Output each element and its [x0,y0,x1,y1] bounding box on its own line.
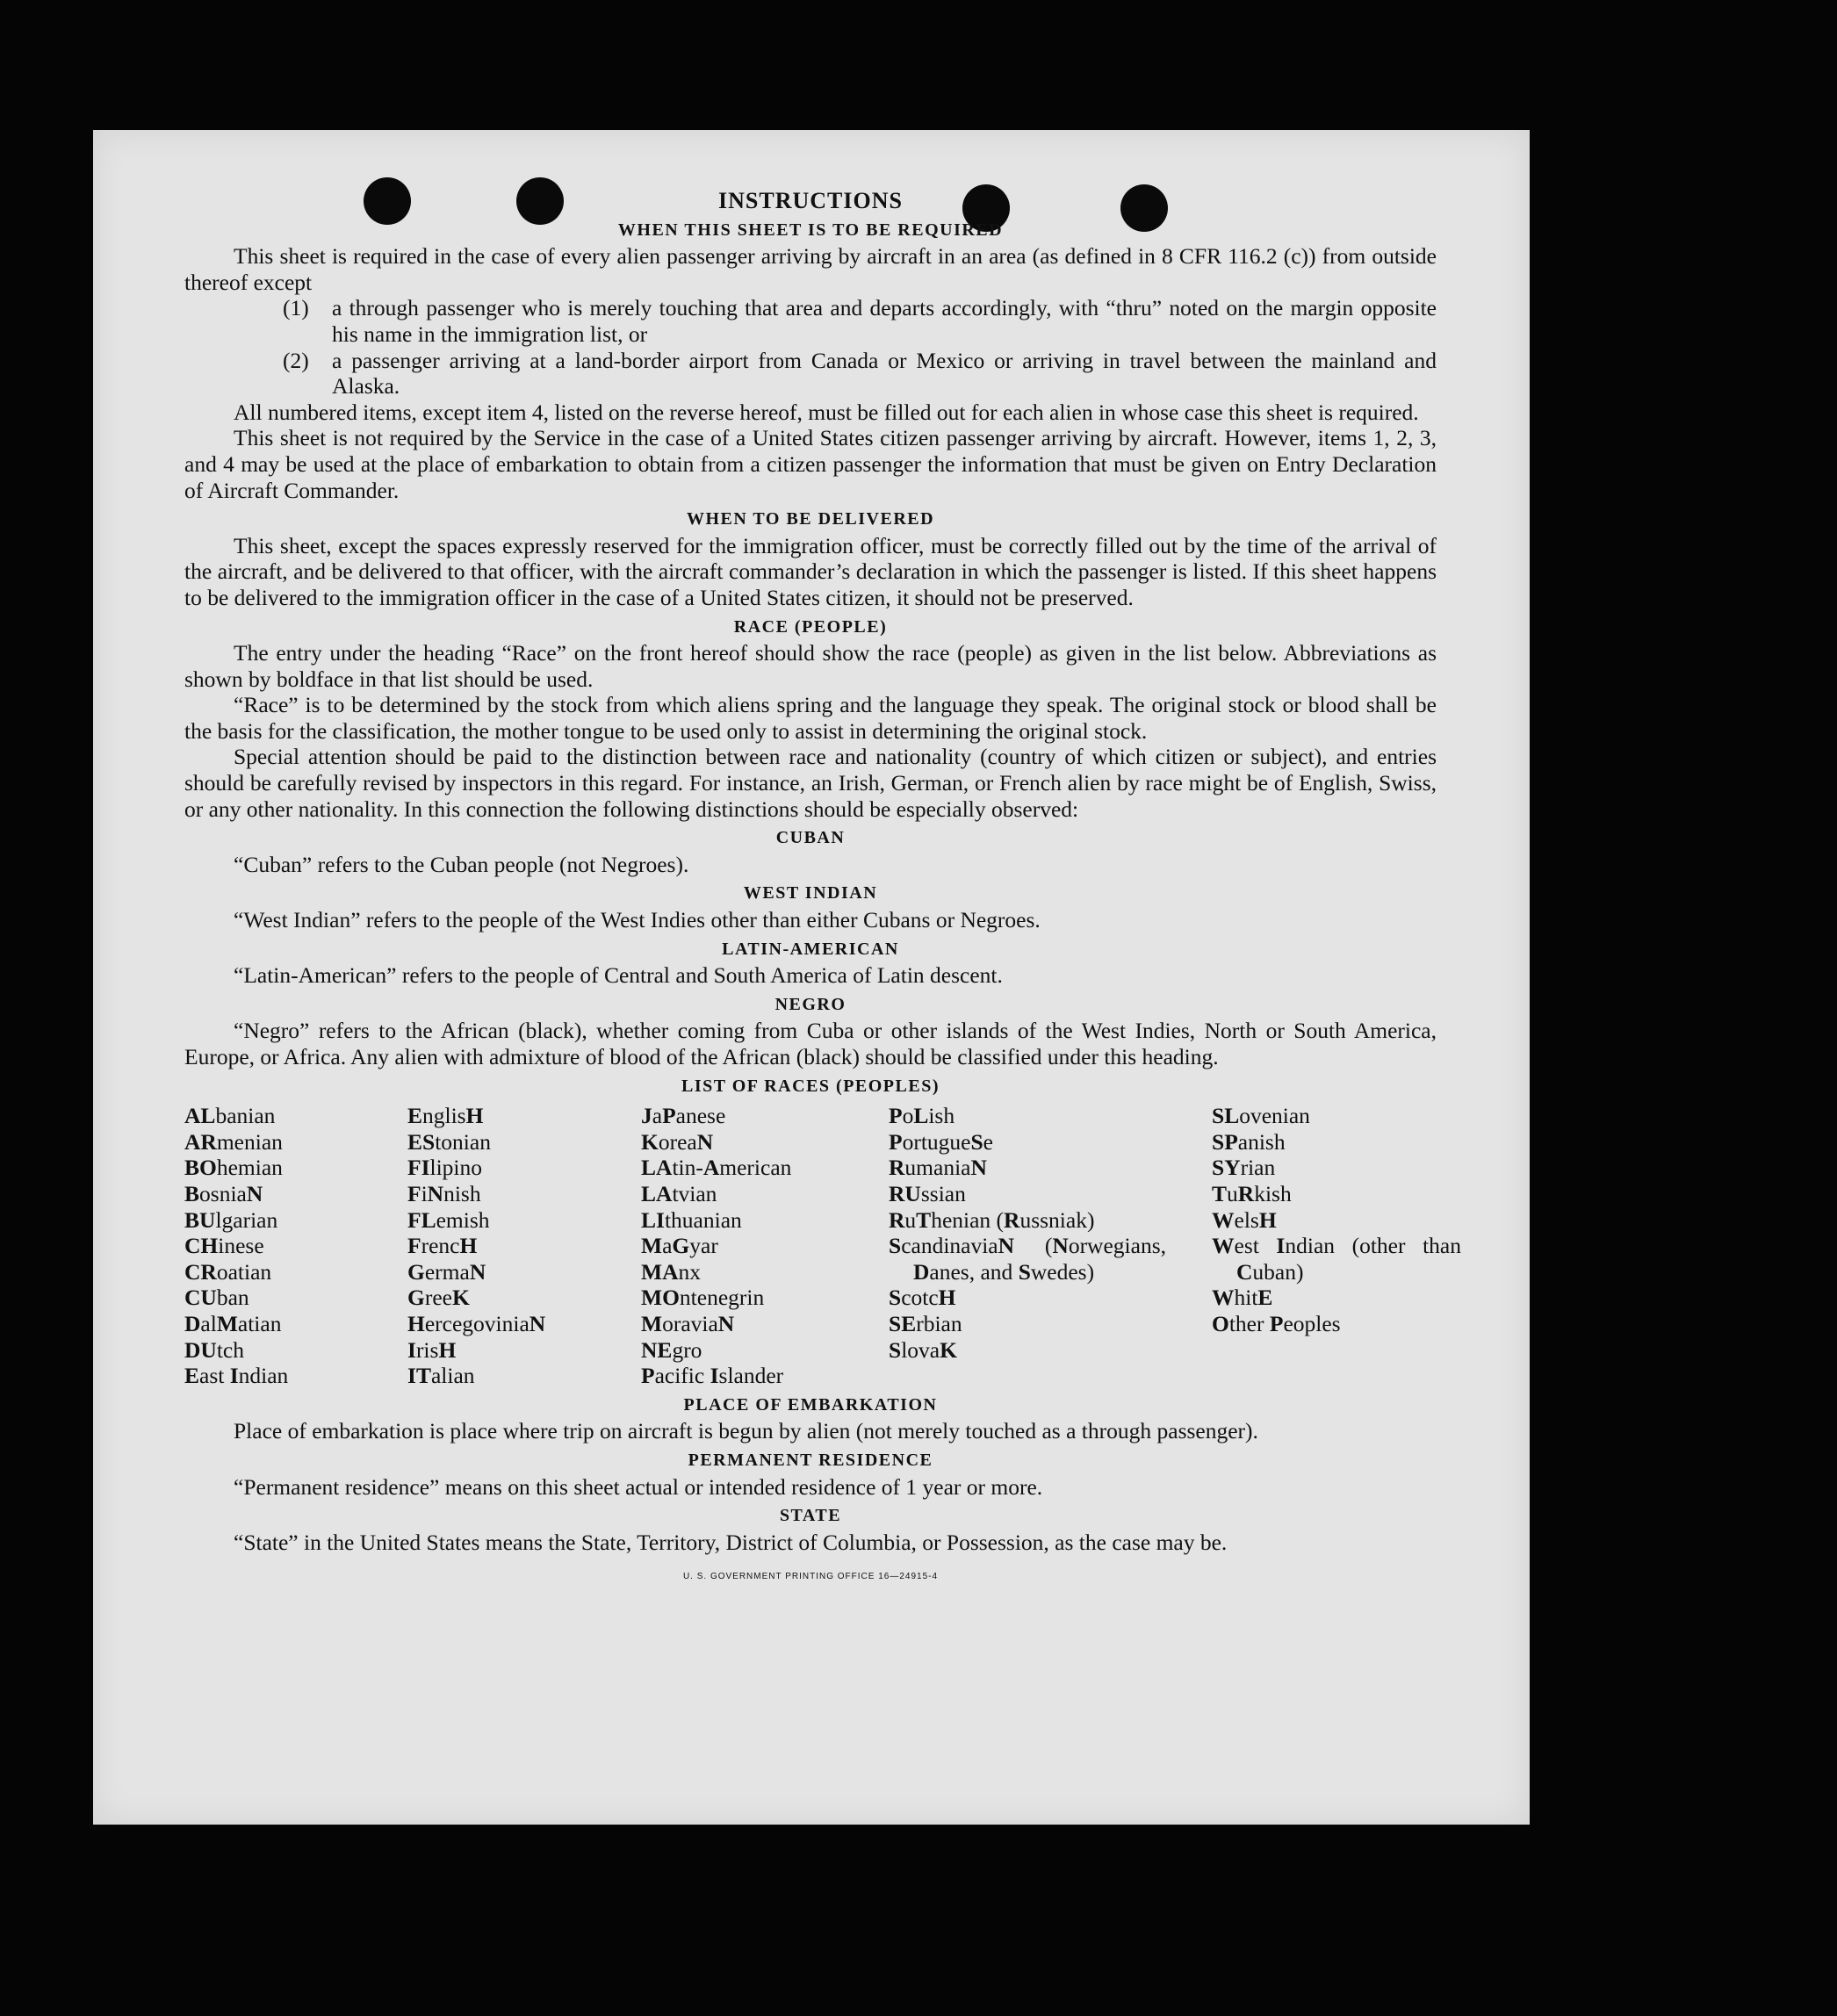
item-text: a passenger arriving at a land-border airport from Canada or Mexico or arriving in travel between the mainland and Alaska. [332,347,1437,400]
race-entry: FiNnish [407,1180,481,1206]
item-number: (1) [283,295,309,321]
document-sheet [93,130,1530,1825]
race-column [407,1103,641,1389]
exception-item [184,295,1437,347]
race-list [184,1103,1461,1389]
race-entry: DalMatian [184,1310,282,1336]
race-entry: PortugueSe [889,1128,993,1155]
paragraph: This sheet, except the spaces expressly reserved for the immigration officer, must be correctly filled out by the time of the arrival of the aircraft, and be delivered to that officer, with the aircraft commander’s declaration in which the passenger is listed. If this sheet happens to be delivered to the immigration officer in the case of a United States citizen, it should not be preserved. [184,532,1437,610]
section-heading: CUBAN [775,828,846,848]
race-entry: PoLish [889,1103,955,1129]
race-entry: BUlgarian [184,1206,278,1233]
race-entry: EStonian [407,1128,491,1155]
paragraph: The entry under the heading “Race” on the front hereof should show the race (people) as given in the list below. Abbreviations as shown by boldface in that list should be used. [184,640,1437,692]
section-heading: RACE (PEOPLE) [733,616,888,637]
race-entry: GreeK [407,1285,470,1311]
race-entry: WhitE [1212,1285,1273,1311]
race-entry: ALbanian [184,1103,276,1129]
race-entry: LIthuanian [641,1206,742,1233]
race-entry: BOhemian [184,1155,283,1181]
paragraph: “Race” is to be determined by the stock from which aliens spring and the language they speak. The original stock or blood shall be the basis for the classification, the mother tongue to be used only to assist in determining the original stock. [184,692,1437,744]
race-entry: SLovenian [1212,1103,1310,1129]
race-entry: EnglisH [407,1103,484,1129]
race-entry: CRoatian [184,1258,272,1285]
race-entry: ARmenian [184,1128,283,1155]
race-entry: ScandinaviaN (Norwegians, Danes, and Swedes) [889,1233,1166,1285]
race-entry: RuThenian (Russniak) [889,1206,1095,1233]
race-entry: HercegoviniaN [407,1310,546,1336]
race-column [184,1103,407,1389]
race-entry: SlovaK [889,1336,957,1363]
paragraph: “Cuban” refers to the Cuban people (not Negroes). [234,851,689,877]
race-entry: SYrian [1212,1155,1276,1181]
race-entry: RumaniaN [889,1155,987,1181]
race-entry: BosniaN [184,1180,263,1206]
race-entry: SErbian [889,1310,962,1336]
race-entry: FrencH [407,1233,478,1259]
race-entry: LAtin-American [641,1155,792,1181]
race-entry: MOntenegrin [641,1285,765,1311]
race-entry: KoreaN [641,1128,714,1155]
race-entry: GermaN [407,1258,486,1285]
section-heading: LATIN-AMERICAN [722,939,899,959]
section-heading: STATE [779,1506,842,1526]
race-entry: FLemish [407,1206,490,1233]
document-title: INSTRUCTIONS [718,188,903,213]
race-entry: Other Peoples [1212,1310,1341,1336]
paragraph: This sheet is required in the case of every alien passenger arriving by aircraft in an area (as defined in 8 CFR 116.2 (c)) from outside thereof except [184,243,1437,295]
paragraph: “State” in the United States means the State, Territory, District of Columbia, or Possession, as the case may be. [234,1529,1228,1555]
race-entry: RUssian [889,1180,966,1206]
paragraph: “Negro” refers to the African (black), whether coming from Cuba or other islands of the West Indies, North or South America, Europe, or Africa. Any alien with admixture of blood of the African (black) should be classified under this heading. [184,1018,1437,1069]
race-column [641,1103,889,1389]
race-entry: DUtch [184,1336,244,1363]
race-entry: MAnx [641,1258,701,1285]
race-entry: MoraviaN [641,1310,735,1336]
race-entry: IrisH [407,1336,457,1363]
paragraph: This sheet is not required by the Service in the case of a United States citizen passenger arriving by aircraft. However, items 1, 2, 3, and 4 may be used at the place of embarkation to obtain from a citizen passenger the information that must be given on Entry Declaration of Aircraft Commander. [184,425,1437,503]
exception-item [184,348,1437,400]
section-heading: LIST OF RACES (PEOPLES) [681,1076,940,1096]
paragraph: All numbered items, except item 4, listed on the reverse hereof, must be filled out for each alien in whose case this sheet is required. [234,399,1419,425]
section-heading: WHEN THIS SHEET IS TO BE REQUIRED [617,220,1004,240]
race-entry: SPanish [1212,1128,1286,1155]
race-entry: NEgro [641,1336,702,1363]
race-entry: TuRkish [1212,1180,1292,1206]
section-heading: WHEN TO BE DELIVERED [686,509,935,529]
race-column [889,1103,1212,1389]
item-number: (2) [283,347,309,373]
race-entry: ITalian [407,1363,475,1389]
race-entry: CHinese [184,1233,264,1259]
race-entry: West Indian (other than Cuban) [1212,1233,1461,1285]
race-entry: MaGyar [641,1233,718,1259]
document-content [184,188,1461,1590]
race-entry: JaPanese [641,1103,726,1129]
printer-footer: U. S. GOVERNMENT PRINTING OFFICE 16—24915-4 [682,1572,939,1582]
race-entry: Pacific Islander [641,1363,784,1389]
paragraph: “West Indian” refers to the people of the West Indies other than either Cubans or Negroes. [234,907,1041,933]
race-column [1212,1103,1461,1389]
section-heading: WEST INDIAN [743,883,878,904]
paragraph: Special attention should be paid to the distinction between race and nationality (country of which citizen or subject), and entries should be carefully revised by inspectors in this regard. For instance, an Irish, German, or French alien by race might be of English, Swiss, or any other nationality. In this connection the following distinctions should be especially observed: [184,744,1437,822]
race-entry: WelsH [1212,1206,1277,1233]
race-entry: East Indian [184,1363,289,1389]
race-entry: CUban [184,1285,249,1311]
paragraph: “Permanent residence” means on this sheet actual or intended residence of 1 year or more. [234,1473,1043,1500]
item-text: a through passenger who is merely touching that area and departs accordingly, with “thru” noted on the margin opposite his name in the immigration list, or [332,295,1437,347]
paragraph: Place of embarkation is place where trip on aircraft is begun by alien (not merely touched as a through passenger). [234,1418,1258,1444]
race-entry: ScotcH [889,1285,956,1311]
section-heading: PLACE OF EMBARKATION [683,1394,938,1415]
race-entry: LAtvian [641,1180,717,1206]
section-heading: NEGRO [774,994,846,1014]
race-entry: FIlipino [407,1155,483,1181]
paragraph: “Latin-American” refers to the people of Central and South America of Latin descent. [234,962,1003,989]
section-heading: PERMANENT RESIDENCE [688,1450,933,1470]
